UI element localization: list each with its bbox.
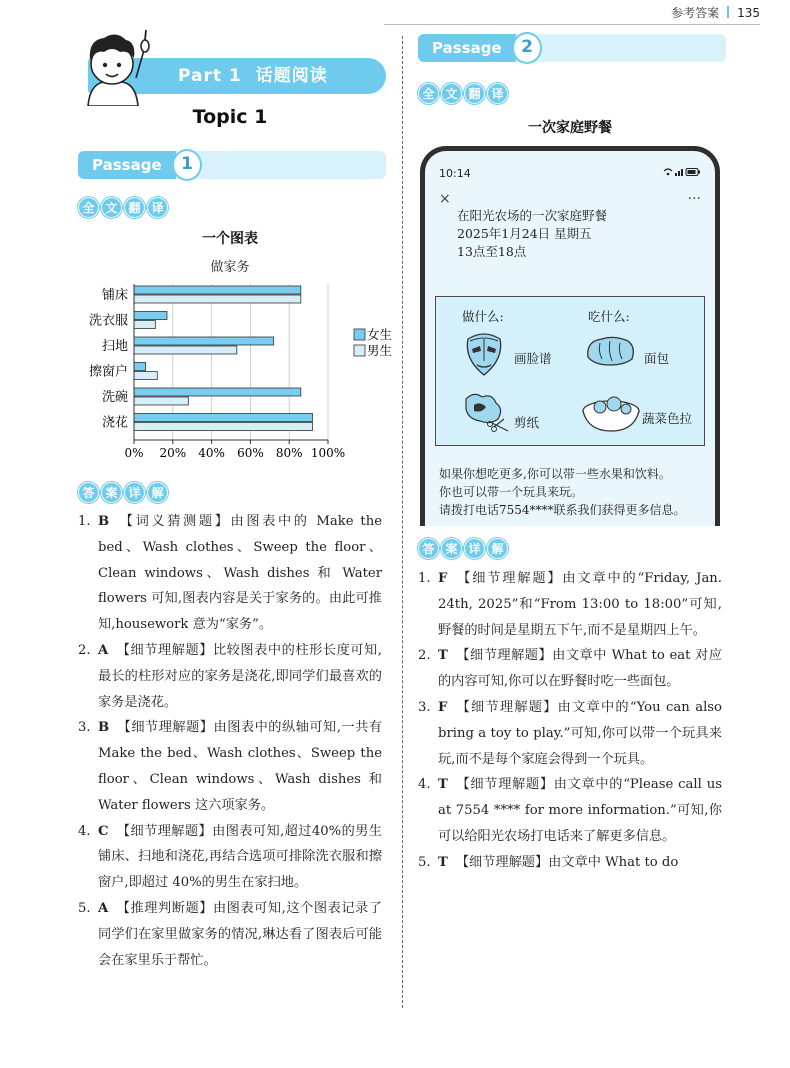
bar-boys <box>134 321 155 329</box>
answer-key: F <box>438 571 448 586</box>
answer-item <box>418 772 722 849</box>
boy-mascot-icon <box>74 28 154 106</box>
answer-text: 【词义猜测题】由图表中的 Make the bed、Wash clothes、Sweep the floor、Clean windows、Wash dishes 和 Water flowers 可知,图表内容是关于家务的。由此可推知,housework 意为“家务”。 <box>98 514 382 633</box>
y-category-label: 浇花 <box>101 415 128 431</box>
y-category-label: 洗碗 <box>101 390 128 405</box>
x-tick-label: 80% <box>275 446 303 460</box>
badge-char: 翻 <box>464 83 485 104</box>
badge-char: 详 <box>124 482 145 503</box>
event-title: 在阳光农场的一次家庭野餐 <box>457 208 608 223</box>
answer-number: 5. <box>418 854 431 870</box>
badge-char: 翻 <box>124 197 145 218</box>
what-to-do-label: 做什么: <box>462 309 504 324</box>
translation-badge-2 <box>418 83 508 104</box>
footer-line: 你也可以带一个玩具来玩。 <box>439 485 584 499</box>
close-icon[interactable]: × <box>439 191 451 207</box>
bar-boys <box>134 346 237 354</box>
answer-key: B <box>98 514 110 529</box>
item-vegetable-salad: 蔬菜色拉 <box>642 411 693 426</box>
part-label: Part 1 <box>178 66 242 86</box>
answer-number: 2. <box>78 642 91 658</box>
badge-char: 全 <box>78 197 99 218</box>
phone-controls <box>439 191 701 207</box>
answer-item <box>418 566 722 643</box>
badge-char: 答 <box>418 538 439 559</box>
page-header <box>671 4 760 21</box>
bar-girls <box>134 337 274 345</box>
bar-boys <box>134 423 312 431</box>
badge-char: 文 <box>441 83 462 104</box>
phone-status-bar <box>439 167 701 180</box>
answers-passage-2 <box>418 566 722 876</box>
answer-key: B <box>98 720 110 736</box>
legend-boys: 男生 <box>367 343 393 358</box>
bar-boys <box>134 397 188 405</box>
answer-item <box>78 638 382 715</box>
signal-battery-icon <box>663 167 701 180</box>
answer-text: 【细节理解题】由文章中的“You can also bring a toy to play.”可知,你可以带一个玩具来玩,而不是每个家庭会得到一个玩具。 <box>438 699 722 767</box>
badge-char: 解 <box>147 482 168 503</box>
more-icon[interactable]: ··· <box>687 191 701 207</box>
bar-boys <box>134 295 301 303</box>
bread-icon <box>584 333 636 367</box>
event-date: 2025年1月24日 星期五 <box>457 226 592 241</box>
answer-key: T <box>438 854 448 870</box>
salad-bowl-icon <box>580 393 642 433</box>
answer-badge-1 <box>78 482 168 503</box>
event-info <box>457 207 607 261</box>
answer-text: 【细节理解题】由文章中的“Friday, Jan. 24th, 2025”和“From 13:00 to 18:00”可知,野餐的时间是星期五下午,而不是星期四上午。 <box>438 571 722 638</box>
bar-girls <box>134 312 167 320</box>
passage-2-title: 一次家庭野餐 <box>528 120 612 136</box>
answers-passage-1 <box>78 509 382 973</box>
bar-girls <box>134 388 301 396</box>
answer-key: A <box>98 900 109 916</box>
footer-line: 如果你想吃更多,你可以带一些水果和饮料。 <box>439 467 671 481</box>
answer-number: 3. <box>78 720 91 736</box>
answer-text: 【细节理解题】比较图表中的柱形长度可知,最长的柱形对应的家务是浇花,即同学们最喜欢的家务是浇花。 <box>98 642 382 710</box>
bar-boys <box>134 372 157 380</box>
badge-char: 全 <box>418 83 439 104</box>
paper-cutting-icon <box>460 389 512 435</box>
passage-2-bar <box>418 34 726 62</box>
answer-key: C <box>98 823 109 839</box>
housework-bar-chart <box>78 282 398 464</box>
answer-number: 3. <box>418 699 431 715</box>
answer-text: 【细节理解题】由图表可知,超过40%的男生铺床、扫地和浇花,再结合选项可排除洗衣服和擦窗户,即超过 40%的男生在家扫地。 <box>98 823 382 891</box>
answer-key: T <box>438 648 448 664</box>
legend-girls: 女生 <box>367 327 393 342</box>
answer-text: 【细节理解题】由文章中 What to do <box>455 854 679 870</box>
phone-time: 10:14 <box>439 167 471 180</box>
bar-girls <box>134 286 301 294</box>
chart-title: 做家务 <box>210 260 250 275</box>
answer-item <box>78 896 382 973</box>
answer-number: 4. <box>418 777 431 793</box>
item-face-painting: 画脸谱 <box>514 351 552 366</box>
badge-char: 案 <box>101 482 122 503</box>
answer-badge-2 <box>418 538 508 559</box>
answer-item <box>78 509 382 638</box>
passage-1-title: 一个图表 <box>202 231 258 247</box>
passage-2-number: 2 <box>512 32 542 64</box>
passage-1-bar <box>78 151 386 179</box>
passage-1-number: 1 <box>172 149 202 181</box>
topic-title: Topic 1 <box>192 106 268 128</box>
answer-item <box>418 695 722 772</box>
event-time: 13点至18点 <box>457 244 527 259</box>
x-tick-label: 60% <box>237 446 264 460</box>
phone-mockup <box>420 146 720 526</box>
answer-number: 2. <box>418 648 431 664</box>
y-category-label: 洗衣服 <box>88 313 128 329</box>
answer-item <box>418 850 722 876</box>
bar-girls <box>134 414 312 422</box>
badge-char: 解 <box>487 538 508 559</box>
x-tick-label: 0% <box>124 446 144 460</box>
translation-badge-1 <box>78 197 168 218</box>
badge-char: 译 <box>487 83 508 104</box>
badge-char: 答 <box>78 482 99 503</box>
answer-key: A <box>98 642 109 658</box>
y-category-label: 扫地 <box>101 339 128 354</box>
badge-char: 详 <box>464 538 485 559</box>
section-label: 参考答案 <box>671 6 720 20</box>
answer-key: F <box>438 699 448 715</box>
answer-text: 【细节理解题】由图表中的纵轴可知,一共有 Make the bed、Wash clothes、Sweep the floor、Clean windows、Wash dishes 和 Water flowers 这六项家务。 <box>98 720 382 813</box>
y-category-label: 擦窗户 <box>88 364 128 380</box>
answer-key: T <box>438 777 448 793</box>
what-to-eat-label: 吃什么: <box>588 309 630 324</box>
badge-char: 译 <box>147 197 168 218</box>
x-tick-label: 40% <box>198 446 225 460</box>
answer-number: 1. <box>78 514 91 529</box>
badge-char: 案 <box>441 538 462 559</box>
answer-item <box>418 643 722 695</box>
answer-text: 【细节理解题】由文章中 What to eat 对应的内容可知,你可以在野餐时吃一些面包。 <box>438 648 722 690</box>
page-number: 135 <box>737 6 760 20</box>
footer-line: 请拨打电话7554****联系我们获得更多信息。 <box>439 503 686 517</box>
item-paper-cutting: 剪纸 <box>514 415 540 430</box>
bar-girls <box>134 363 146 371</box>
answer-number: 4. <box>78 823 91 839</box>
answer-item <box>78 819 382 896</box>
y-category-label: 铺床 <box>101 288 128 303</box>
header-rule <box>384 24 760 25</box>
header-separator <box>727 6 729 18</box>
x-tick-label: 20% <box>159 446 187 460</box>
answer-number: 5. <box>78 900 91 916</box>
x-tick-label: 100% <box>310 446 346 460</box>
answer-item <box>78 715 382 818</box>
badge-char: 文 <box>101 197 122 218</box>
activity-food-box <box>435 296 705 446</box>
answer-text: 【细节理解题】由文章中的“Please call us at 7554 **** for more information.”可知,你可以给阳光农场打电话来了解更多信息。 <box>438 777 722 844</box>
passage-2-tag: Passage <box>418 34 516 62</box>
passage-1-tag: Passage <box>78 151 176 179</box>
item-bread: 面包 <box>644 351 670 366</box>
phone-footer-text <box>439 465 686 519</box>
column-divider <box>402 36 403 1008</box>
opera-mask-icon <box>460 329 508 377</box>
answer-text: 【推理判断题】由图表可知,这个图表记录了同学们在家里做家务的情况,琳达看了图表后可能会在家里乐于帮忙。 <box>98 900 382 968</box>
answer-number: 1. <box>418 571 431 586</box>
part-title: 话题阅读 <box>255 66 328 86</box>
